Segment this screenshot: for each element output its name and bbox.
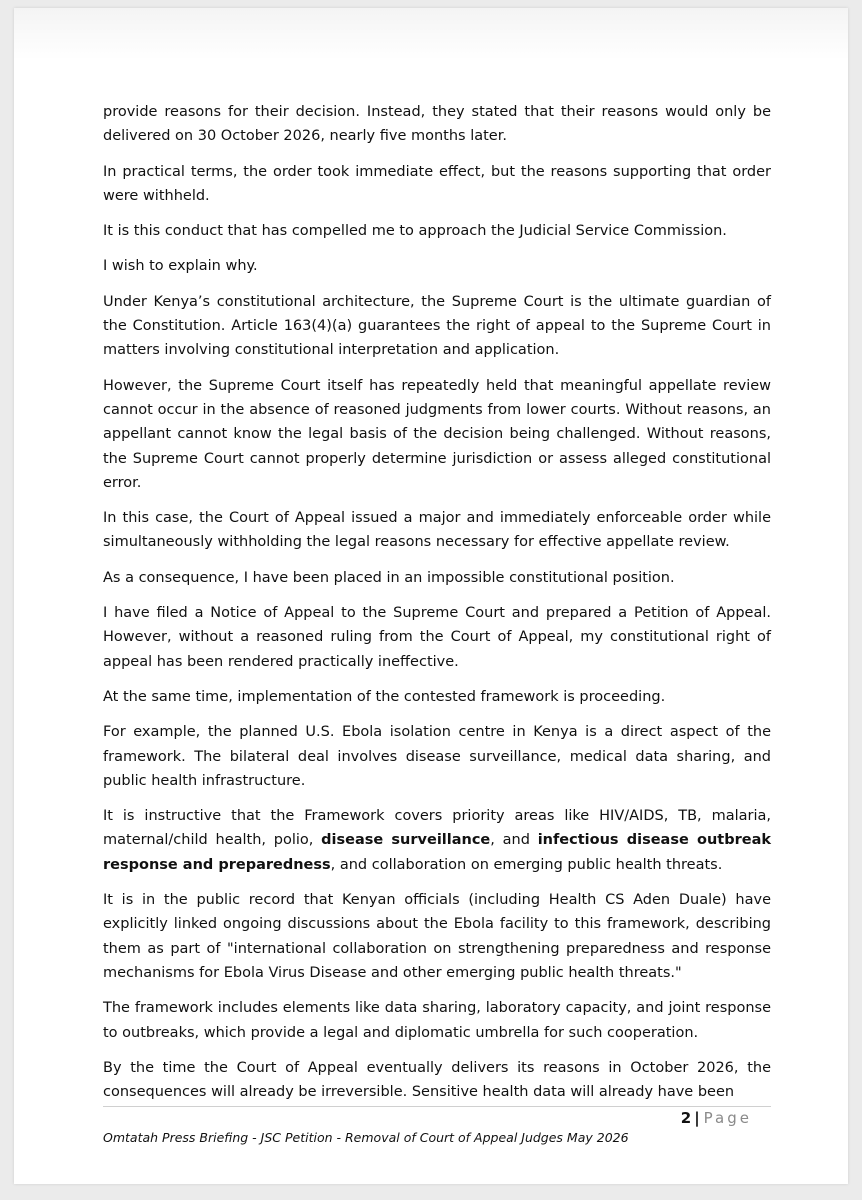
paragraph-text: For example, the planned U.S. Ebola isolation centre in Kenya is a direct aspect of the framework. The bilateral deal involves disease surveillance, medical data sharing, and public health infrastructure. (103, 724, 771, 789)
page-number-value: 2 (680, 1109, 692, 1127)
document-page (14, 8, 848, 1184)
paragraph-text: In this case, the Court of Appeal issued a major and immediately enforceable order while simultaneously withholding the legal reasons necessary for effective appellate review. (103, 510, 771, 551)
body-paragraph (103, 804, 771, 877)
paragraph-text: , and (490, 832, 538, 849)
paragraph-text: Under Kenya’s constitutional architecture, the Supreme Court is the ultimate guardian of the Constitution. Article 163(4)(a) guarantees the right of appeal to the Supreme Court in matters involving constitutional interpretation and application. (103, 293, 771, 359)
document-body (103, 100, 771, 1115)
body-paragraph (103, 254, 771, 278)
body-paragraph (103, 290, 771, 363)
paragraph-text: In practical terms, the order took immediate effect, but the reasons supporting that order were withheld. (103, 163, 771, 204)
paragraph-text: At the same time, implementation of the contested framework is proceeding. (103, 688, 666, 705)
paragraph-text: It is instructive that the Framework covers priority areas like HIV/AIDS, TB, malaria, maternal/child health, polio, (103, 808, 771, 849)
body-paragraph (103, 601, 771, 674)
body-paragraph (103, 100, 771, 149)
body-paragraph (103, 374, 771, 495)
body-paragraph (103, 160, 771, 209)
footer-document-title: Omtatah Press Briefing - JSC Petition - Removal of Court of Appeal Judges May 2026 (103, 1130, 629, 1145)
paragraph-text: I wish to explain why. (103, 258, 258, 275)
paragraph-text: I have filed a Notice of Appeal to the Supreme Court and prepared a Petition of Appeal. However, without a reasoned ruling from the Court of Appeal, my constitutional right of appeal has been rendered practically ineffective. (103, 605, 771, 670)
bold-text: infectious disease outbreak response and preparedness (103, 832, 772, 873)
body-paragraph (103, 506, 771, 555)
body-paragraph (103, 888, 771, 985)
page-label: Page (703, 1109, 752, 1127)
body-paragraph (103, 720, 771, 793)
footer-divider (103, 1106, 771, 1107)
paragraph-text: However, the Supreme Court itself has repeatedly held that meaningful appellate review cannot occur in the absence of reasoned judgments from lower courts. Without reasons, an appellant cannot know the legal basis of the decision being challenged. Without reasons, the Supreme Court cannot properly determine jurisdiction or assess alleged constitutional error. (103, 377, 771, 491)
viewer-top-bar (14, 8, 848, 60)
paragraph-text: The framework includes elements like data sharing, laboratory capacity, and joint response to outbreaks, which provide a legal and diplomatic umbrella for such cooperation. (103, 1000, 771, 1041)
body-paragraph (103, 996, 771, 1045)
bold-text: disease surveillance (321, 832, 491, 849)
body-paragraph (103, 219, 771, 243)
paragraph-text: By the time the Court of Appeal eventually delivers its reasons in October 2026, the consequences will already be irreversible. Sensitive health data will already have been (103, 1059, 771, 1101)
paragraph-text: It is in the public record that Kenyan officials (including Health CS Aden Duale) have explicitly linked ongoing discussions about the Ebola facility to this framework, describing them as part of "international collaboration on strengthening preparedness and response mechanisms for Ebola Virus Disease and other emerging public health threats." (103, 892, 771, 981)
paragraph-text: It is this conduct that has compelled me to approach the Judicial Service Commission. (103, 223, 727, 240)
paragraph-text: provide reasons for their decision. Instead, they stated that their reasons would only be delivered on 30 October 2026, nearly five months later. (103, 104, 771, 145)
page-number-separator: | (694, 1109, 700, 1127)
page-number (681, 1109, 752, 1127)
paragraph-text: As a consequence, I have been placed in an impossible constitutional position. (103, 569, 675, 586)
body-paragraph (103, 1056, 771, 1105)
body-paragraph (103, 685, 771, 709)
body-paragraph (103, 566, 771, 590)
paragraph-text: , and collaboration on emerging public health threats. (330, 856, 723, 873)
